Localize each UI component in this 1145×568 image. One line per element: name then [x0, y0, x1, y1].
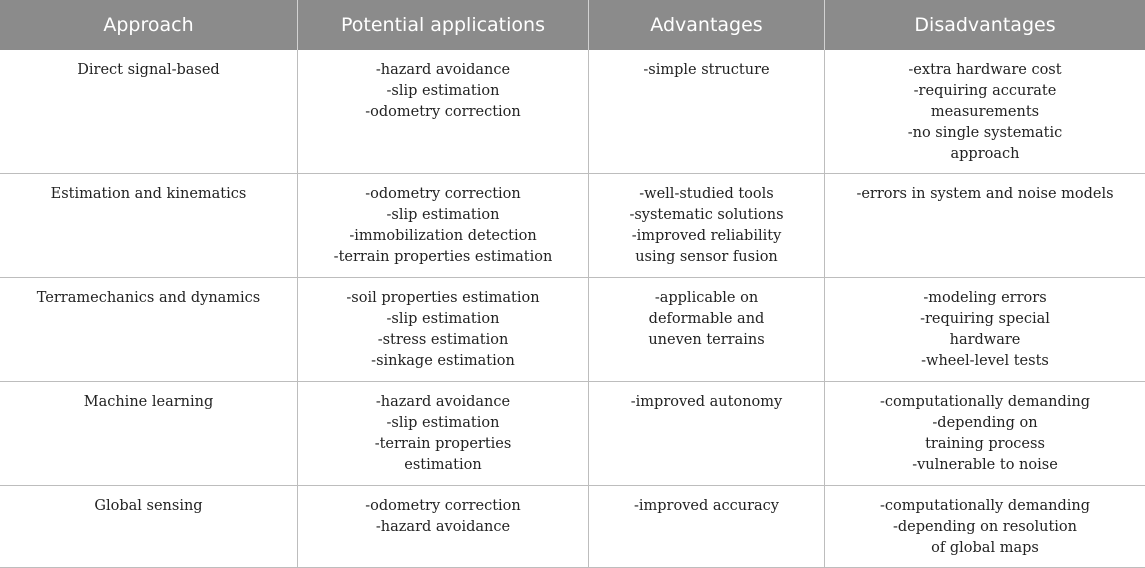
cell-text-line: -wheel-level tests	[921, 353, 1049, 369]
disadvantages-cell	[825, 174, 1145, 277]
cell-text-line: -soil properties estimation	[346, 290, 540, 306]
cell-text-line: -slip estimation	[386, 311, 500, 327]
cell-text-line: -sinkage estimation	[371, 353, 515, 369]
header-approach: Approach	[0, 0, 298, 50]
applications-cell	[298, 50, 589, 173]
cell-text-line: measurements	[930, 104, 1040, 120]
advantages-cell	[589, 174, 825, 277]
cell-text-line: -stress estimation	[377, 332, 509, 348]
table-header	[0, 0, 1145, 50]
cell-text-line: -simple structure	[643, 62, 770, 78]
table-row	[0, 174, 1145, 278]
disadvantages-cell	[825, 486, 1145, 567]
cell-text-line: -hazard avoidance	[375, 62, 511, 78]
header-potential-applications: Potential applications	[298, 0, 589, 50]
approach-cell	[0, 382, 298, 485]
cell-text-line: -computationally demanding	[880, 394, 1090, 410]
cell-text-line: -slip estimation	[386, 207, 500, 223]
approach-cell	[0, 278, 298, 381]
cell-text-line: estimation	[404, 457, 482, 473]
cell-text-line: -computationally demanding	[880, 498, 1090, 514]
table-row	[0, 382, 1145, 486]
cell-text-line: Estimation and kinematics	[50, 186, 247, 202]
cell-text-line: approach	[950, 146, 1020, 162]
cell-text-line: Terramechanics and dynamics	[36, 290, 261, 306]
advantages-cell	[589, 382, 825, 485]
disadvantages-cell	[825, 278, 1145, 381]
cell-text-line: -no single systematic	[907, 125, 1063, 141]
header-advantages: Advantages	[589, 0, 825, 50]
cell-text-line: Global sensing	[94, 498, 203, 514]
cell-text-line: -depending on	[932, 415, 1038, 431]
cell-text-line: -improved autonomy	[630, 394, 783, 410]
header-disadvantages: Disadvantages	[914, 14, 1056, 36]
cell-text-line: -systematic solutions	[629, 207, 784, 223]
cell-text-line: -odometry correction	[365, 186, 521, 202]
applications-cell	[298, 486, 589, 567]
cell-text-line: of global maps	[931, 540, 1039, 556]
advantages-cell	[589, 486, 825, 567]
applications-cell	[298, 382, 589, 485]
cell-text-line: uneven terrains	[648, 332, 765, 348]
cell-text-line: -hazard avoidance	[375, 519, 511, 535]
advantages-cell	[589, 50, 825, 173]
table-row	[0, 50, 1145, 174]
cell-text-line: -errors in system and noise models	[856, 186, 1114, 202]
cell-text-line: -improved reliability	[631, 228, 782, 244]
cell-text-line: -odometry correction	[365, 104, 521, 120]
disadvantages-cell	[825, 382, 1145, 485]
cell-text-line: -modeling errors	[923, 290, 1047, 306]
cell-text-line: -improved accuracy	[633, 498, 779, 514]
cell-text-line: -terrain properties	[374, 436, 512, 452]
table-body	[0, 50, 1145, 568]
cell-text-line: -immobilization detection	[349, 228, 537, 244]
applications-cell	[298, 174, 589, 277]
disadvantages-cell	[825, 50, 1145, 173]
approach-cell	[0, 174, 298, 277]
cell-text-line: Direct signal-based	[77, 62, 220, 78]
cell-text-line: -requiring accurate	[913, 83, 1057, 99]
table-row	[0, 486, 1145, 568]
cell-text-line: using sensor fusion	[635, 249, 778, 265]
cell-text-line: training process	[925, 436, 1045, 452]
cell-text-line: Machine learning	[83, 394, 214, 410]
cell-text-line: -depending on resolution	[893, 519, 1077, 535]
cell-text-line: -hazard avoidance	[375, 394, 511, 410]
cell-text-line: -extra hardware cost	[908, 62, 1062, 78]
table-row	[0, 278, 1145, 382]
approach-cell	[0, 50, 298, 173]
cell-text-line: deformable and	[648, 311, 765, 327]
cell-text-line: -odometry correction	[365, 498, 521, 514]
cell-text-line: -terrain properties estimation	[333, 249, 553, 265]
applications-cell	[298, 278, 589, 381]
advantages-cell	[589, 278, 825, 381]
cell-text-line: -slip estimation	[386, 415, 500, 431]
cell-text-line: -well-studied tools	[639, 186, 774, 202]
cell-text-line: hardware	[949, 332, 1021, 348]
cell-text-line: -vulnerable to noise	[912, 457, 1058, 473]
cell-text-line: -applicable on	[654, 290, 759, 306]
cell-text-line: -slip estimation	[386, 83, 500, 99]
approach-cell	[0, 486, 298, 567]
cell-text-line: -requiring special	[920, 311, 1050, 327]
